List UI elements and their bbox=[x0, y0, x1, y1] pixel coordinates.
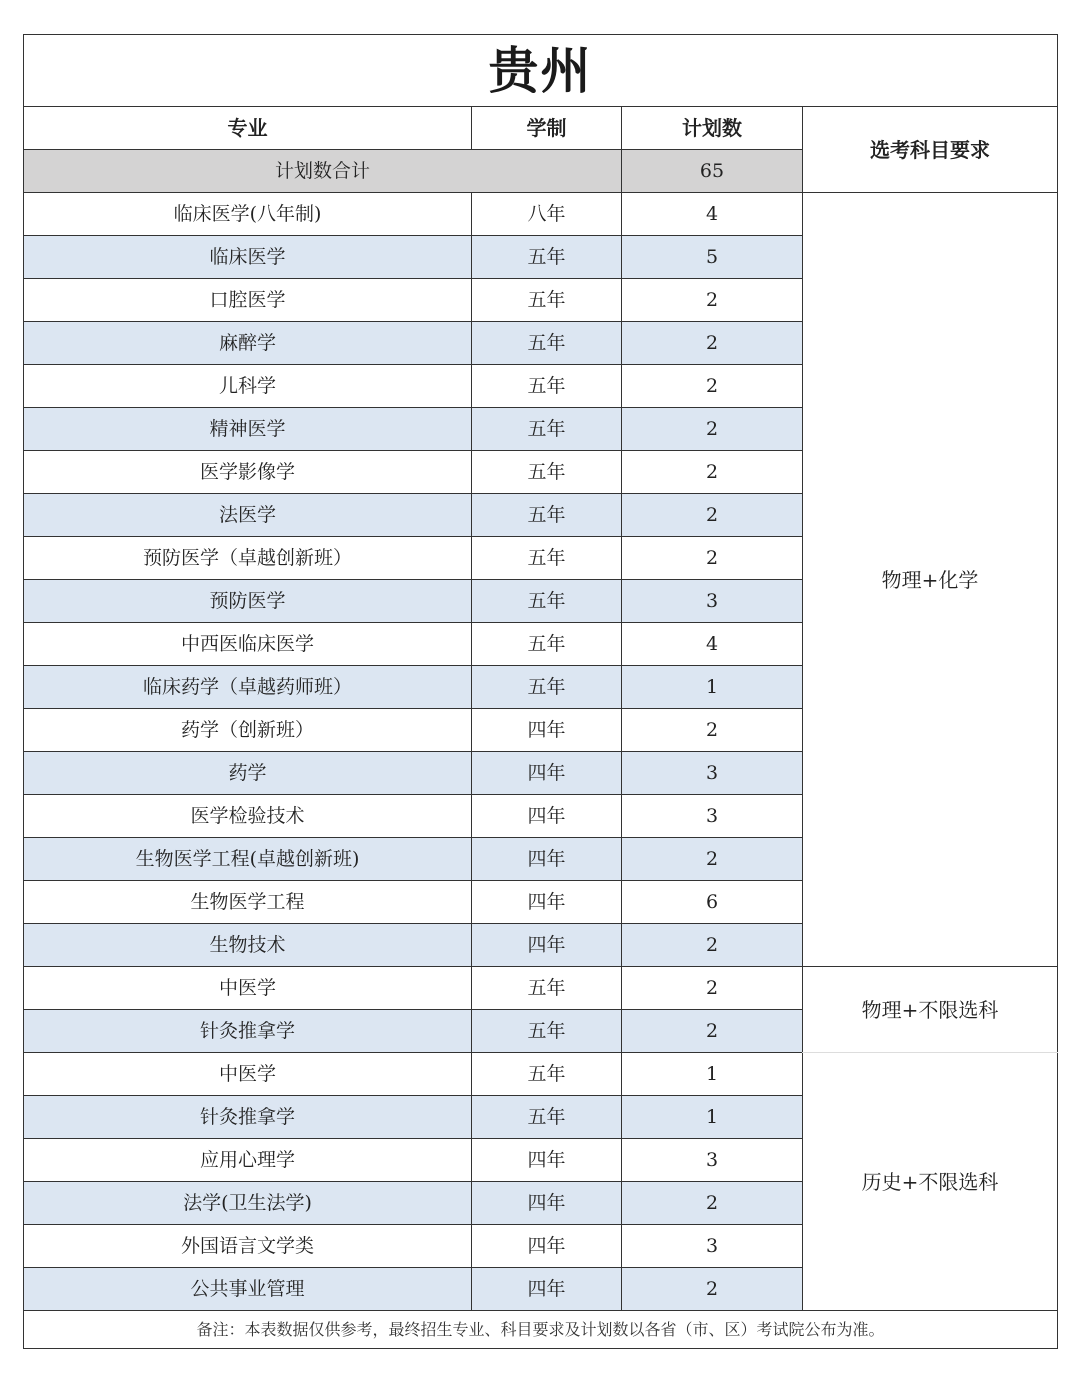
cell-duration: 四年 bbox=[472, 838, 622, 881]
subject-requirement: 历史+不限选科 bbox=[803, 1053, 1058, 1311]
cell-major: 外国语言文学类 bbox=[24, 1225, 472, 1268]
cell-plan: 3 bbox=[622, 580, 803, 623]
cell-major: 预防医学（卓越创新班） bbox=[24, 537, 472, 580]
header-plan: 计划数 bbox=[622, 107, 803, 150]
cell-plan: 2 bbox=[622, 451, 803, 494]
table-row bbox=[24, 967, 1058, 1010]
cell-plan: 2 bbox=[622, 408, 803, 451]
footnote: 备注：本表数据仅供参考，最终招生专业、科目要求及计划数以各省（市、区）考试院公布为准。 bbox=[24, 1311, 1058, 1349]
cell-duration: 五年 bbox=[472, 537, 622, 580]
cell-plan: 3 bbox=[622, 1139, 803, 1182]
cell-duration: 五年 bbox=[472, 1053, 622, 1096]
cell-major: 精神医学 bbox=[24, 408, 472, 451]
cell-plan: 2 bbox=[622, 1268, 803, 1311]
cell-plan: 3 bbox=[622, 752, 803, 795]
header-duration: 学制 bbox=[472, 107, 622, 150]
cell-major: 法学(卫生法学) bbox=[24, 1182, 472, 1225]
cell-plan: 2 bbox=[622, 1182, 803, 1225]
title-row bbox=[24, 35, 1058, 107]
cell-duration: 五年 bbox=[472, 1010, 622, 1053]
table-row bbox=[24, 193, 1058, 236]
cell-plan: 2 bbox=[622, 537, 803, 580]
cell-major: 法医学 bbox=[24, 494, 472, 537]
header-requirement: 选考科目要求 bbox=[803, 107, 1058, 193]
cell-plan: 2 bbox=[622, 494, 803, 537]
cell-major: 应用心理学 bbox=[24, 1139, 472, 1182]
cell-duration: 四年 bbox=[472, 881, 622, 924]
cell-duration: 四年 bbox=[472, 1225, 622, 1268]
cell-major: 药学 bbox=[24, 752, 472, 795]
cell-major: 儿科学 bbox=[24, 365, 472, 408]
cell-duration: 五年 bbox=[472, 580, 622, 623]
cell-major: 生物医学工程(卓越创新班) bbox=[24, 838, 472, 881]
cell-major: 医学影像学 bbox=[24, 451, 472, 494]
cell-duration: 五年 bbox=[472, 322, 622, 365]
cell-major: 针灸推拿学 bbox=[24, 1096, 472, 1139]
cell-plan: 2 bbox=[622, 709, 803, 752]
cell-major: 口腔医学 bbox=[24, 279, 472, 322]
cell-duration: 五年 bbox=[472, 623, 622, 666]
table-row bbox=[24, 1053, 1058, 1096]
cell-duration: 八年 bbox=[472, 193, 622, 236]
cell-plan: 2 bbox=[622, 279, 803, 322]
cell-duration: 五年 bbox=[472, 1096, 622, 1139]
cell-duration: 四年 bbox=[472, 752, 622, 795]
cell-duration: 五年 bbox=[472, 494, 622, 537]
cell-duration: 四年 bbox=[472, 795, 622, 838]
cell-duration: 五年 bbox=[472, 408, 622, 451]
cell-plan: 3 bbox=[622, 1225, 803, 1268]
cell-major: 公共事业管理 bbox=[24, 1268, 472, 1311]
subject-requirement: 物理+不限选科 bbox=[803, 967, 1058, 1053]
cell-plan: 6 bbox=[622, 881, 803, 924]
cell-major: 中医学 bbox=[24, 967, 472, 1010]
cell-duration: 五年 bbox=[472, 236, 622, 279]
cell-major: 临床药学（卓越药师班） bbox=[24, 666, 472, 709]
cell-major: 中医学 bbox=[24, 1053, 472, 1096]
cell-plan: 2 bbox=[622, 967, 803, 1010]
cell-duration: 四年 bbox=[472, 709, 622, 752]
cell-plan: 1 bbox=[622, 1096, 803, 1139]
cell-duration: 五年 bbox=[472, 365, 622, 408]
cell-duration: 五年 bbox=[472, 666, 622, 709]
page-title: 贵州 bbox=[24, 35, 1058, 107]
cell-duration: 五年 bbox=[472, 451, 622, 494]
cell-major: 中西医临床医学 bbox=[24, 623, 472, 666]
cell-duration: 四年 bbox=[472, 1139, 622, 1182]
header-major: 专业 bbox=[24, 107, 472, 150]
subject-requirement: 物理+化学 bbox=[803, 193, 1058, 967]
cell-duration: 五年 bbox=[472, 967, 622, 1010]
cell-duration: 四年 bbox=[472, 924, 622, 967]
total-label: 计划数合计 bbox=[24, 150, 622, 193]
cell-plan: 1 bbox=[622, 666, 803, 709]
cell-major: 针灸推拿学 bbox=[24, 1010, 472, 1053]
cell-major: 生物技术 bbox=[24, 924, 472, 967]
cell-plan: 2 bbox=[622, 365, 803, 408]
cell-major: 临床医学 bbox=[24, 236, 472, 279]
cell-duration: 四年 bbox=[472, 1182, 622, 1225]
cell-plan: 4 bbox=[622, 193, 803, 236]
cell-plan: 1 bbox=[622, 1053, 803, 1096]
note-row bbox=[24, 1311, 1058, 1349]
cell-plan: 5 bbox=[622, 236, 803, 279]
cell-duration: 四年 bbox=[472, 1268, 622, 1311]
cell-major: 生物医学工程 bbox=[24, 881, 472, 924]
cell-plan: 4 bbox=[622, 623, 803, 666]
cell-plan: 2 bbox=[622, 838, 803, 881]
header-row bbox=[24, 107, 1058, 150]
cell-plan: 3 bbox=[622, 795, 803, 838]
cell-plan: 2 bbox=[622, 924, 803, 967]
cell-plan: 2 bbox=[622, 322, 803, 365]
cell-major: 临床医学(八年制) bbox=[24, 193, 472, 236]
admission-plan-table bbox=[23, 34, 1058, 1349]
total-value: 65 bbox=[622, 150, 803, 193]
cell-major: 预防医学 bbox=[24, 580, 472, 623]
cell-duration: 五年 bbox=[472, 279, 622, 322]
cell-major: 麻醉学 bbox=[24, 322, 472, 365]
cell-major: 药学（创新班） bbox=[24, 709, 472, 752]
cell-major: 医学检验技术 bbox=[24, 795, 472, 838]
cell-plan: 2 bbox=[622, 1010, 803, 1053]
